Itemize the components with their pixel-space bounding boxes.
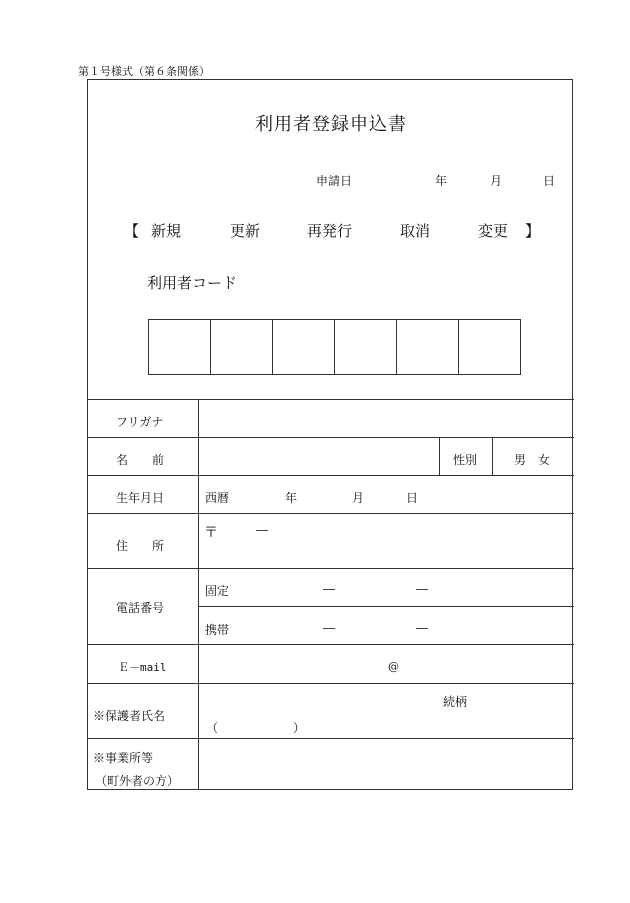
birthdate-year: 年 (285, 491, 298, 505)
user-code-box-1[interactable] (149, 320, 211, 374)
landline-dash-1: ― (323, 582, 335, 596)
application-date-month: 月 (490, 174, 503, 188)
postal-dash: ― (256, 523, 268, 537)
application-date-label: 申請日 (316, 174, 353, 188)
guardian-paren-open: （ (206, 721, 219, 735)
email-label: Ｅ－mail (118, 661, 167, 674)
user-code-box-2[interactable] (211, 320, 273, 374)
mobile-dash-2: ― (416, 621, 428, 635)
request-type-renew[interactable]: 更新 (230, 222, 261, 240)
birthdate-month: 月 (352, 491, 365, 505)
guardian-field[interactable] (199, 684, 573, 738)
user-code-box-3[interactable] (273, 320, 335, 374)
request-type-change[interactable]: 変更 (478, 222, 509, 240)
furigana-field[interactable] (199, 400, 573, 437)
address-field[interactable] (199, 514, 573, 568)
user-code-box-4[interactable] (335, 320, 397, 374)
office-label-line1: ※事業所等 (93, 751, 154, 765)
name-field[interactable] (199, 438, 439, 475)
request-type-cancel[interactable]: 取消 (400, 222, 431, 240)
landline-dash-2: ― (416, 582, 428, 596)
application-date-year: 年 (435, 174, 448, 188)
landline-field[interactable] (238, 569, 573, 606)
gender-right-divider (492, 437, 493, 475)
postal-mark: 〒 (204, 525, 218, 541)
mobile-field[interactable] (238, 607, 573, 644)
email-at-sign: @ (388, 660, 399, 673)
mobile-dash-1: ― (323, 621, 335, 635)
birthdate-label: 生年月日 (116, 491, 165, 505)
birthdate-era: 西暦 (205, 491, 230, 505)
request-type-new[interactable]: 新規 (151, 222, 182, 240)
office-label-line2: （町外者の方） (95, 774, 180, 788)
landline-label: 固定 (205, 584, 230, 598)
user-code-boxes (148, 319, 521, 375)
form-title: 利用者登録申込書 (255, 114, 407, 135)
birthdate-day: 日 (406, 491, 419, 505)
guardian-paren-close: ） (293, 721, 306, 735)
mobile-label: 携帯 (205, 623, 230, 637)
request-type-reissue[interactable]: 再発行 (307, 222, 353, 240)
user-code-label: 利用者コード (147, 274, 238, 292)
user-code-box-5[interactable] (397, 320, 459, 374)
form-number-label: 第１号様式（第６条関係） (78, 65, 210, 78)
name-label: 名 前 (116, 453, 165, 467)
application-date-day: 日 (543, 174, 556, 188)
user-code-box-6[interactable] (459, 320, 521, 374)
guardian-label: ※保護者氏名 (93, 709, 166, 723)
furigana-label: フリガナ (116, 415, 164, 429)
gender-left-divider (439, 437, 440, 475)
office-field[interactable] (199, 739, 573, 790)
email-field[interactable] (199, 645, 573, 683)
guardian-relation-label: 続柄 (443, 695, 468, 709)
phone-label: 電話番号 (116, 601, 165, 615)
request-type-open-bracket: 【 (124, 222, 140, 240)
registration-form (87, 79, 573, 790)
address-label: 住 所 (116, 539, 165, 553)
request-type-close-bracket: 】 (525, 222, 541, 240)
gender-options[interactable]: 男 女 (514, 453, 551, 467)
gender-label: 性別 (453, 453, 478, 467)
row-divider (88, 475, 574, 476)
